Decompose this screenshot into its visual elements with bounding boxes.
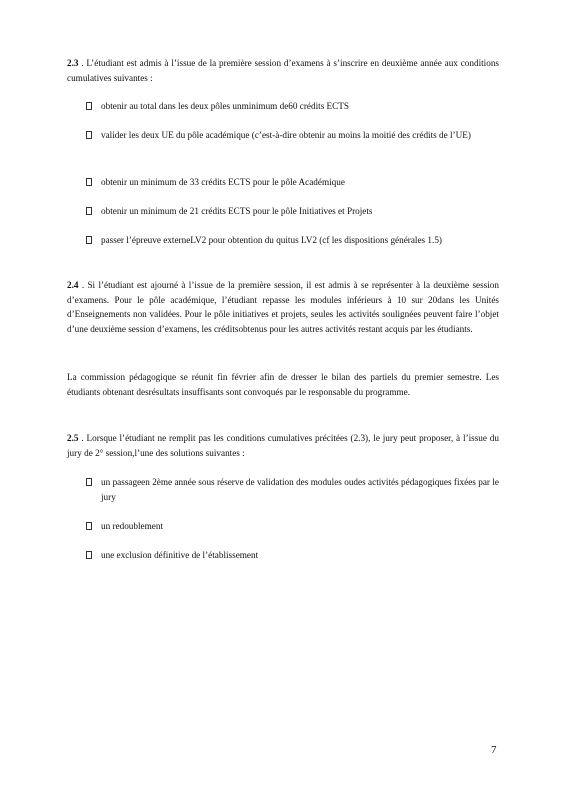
paragraph-text: La commission pédagogique se réunit fin février afin de dresser le bilan des partiels du premier semestre. Les étudiants obtenant desrésultats insuffisants sont convoqués par le responsable du programme. — [67, 372, 499, 397]
checkbox-bullet-icon — [86, 102, 92, 110]
list-item — [86, 128, 499, 143]
list-item-text: obtenir un minimum de 33 crédits ECTS pour le pôle Académique — [101, 177, 345, 187]
section-number: 2.4 — [67, 280, 79, 290]
list-item-text: une exclusion définitive de l’établissement — [101, 550, 259, 560]
list-item — [86, 233, 499, 248]
list-item-text: passer l’épreuve externeLV2 pour obtention du quitus LV2 (cf les dispositions générales 1.5) — [101, 235, 442, 245]
list-item — [86, 99, 499, 114]
section-2-3-intro — [67, 56, 499, 85]
section-text: . Si l’étudiant est ajourné à l’issue de la première session, il est admis à se représenter à la deuxième session d’examens. Pour le pôle académique, l’étudiant repasse les modules inférieurs à 10 sur 20dans les Unités d’Enseignements non validées. Pour le pôle initiatives et projets, seules les activités soulignées peuvent faire l’objet d’une deuxième session d’examens, les créditsobtenus pour les autres activités restant acquis par les étudiants. — [67, 280, 499, 334]
list-item — [86, 204, 499, 219]
list-item-text: obtenir un minimum de 21 crédits ECTS pour le pôle Initiatives et Projets — [101, 206, 373, 216]
checkbox-bullet-icon — [86, 236, 92, 244]
checkbox-bullet-icon — [86, 478, 92, 486]
checkbox-bullet-icon — [86, 551, 92, 559]
list-item — [86, 548, 499, 563]
list-item-text: obtenir au total dans les deux pôles unminimum de60 crédits ECTS — [101, 101, 350, 111]
list-item-text: un redoublement — [101, 521, 163, 531]
checkbox-bullet-icon — [86, 178, 92, 186]
section-text: . L’étudiant est admis à l’issue de la première session d’examens à s’inscrire en deuxième année aux conditions cumulatives suivantes : — [67, 58, 499, 83]
section-text: . Lorsque l’étudiant ne remplit pas les conditions cumulatives précitées (2.3), le jury peut proposer, à l’issue du jury de 2° session,l’une des solutions suivantes : — [67, 433, 499, 458]
list-item — [86, 475, 499, 504]
list-item-text: un passageen 2ème année sous réserve de validation des modules oudes activités pédagogiques fixées par le jury — [101, 477, 499, 502]
section-2-4 — [67, 278, 499, 336]
checkbox-bullet-icon — [86, 207, 92, 215]
checkbox-bullet-icon — [86, 522, 92, 530]
section-number: 2.5 — [67, 433, 79, 443]
commission-paragraph — [67, 370, 499, 399]
checkbox-bullet-icon — [86, 131, 92, 139]
page-number: 7 — [491, 744, 497, 756]
list-item — [86, 175, 499, 190]
section-2-5-intro — [67, 431, 499, 460]
section-number: 2.3 — [67, 58, 79, 68]
list-item-text: valider les deux UE du pôle académique (c’est-à-dire obtenir au moins la moitié des crédits de l’UE) — [101, 130, 471, 140]
list-item — [86, 519, 499, 534]
